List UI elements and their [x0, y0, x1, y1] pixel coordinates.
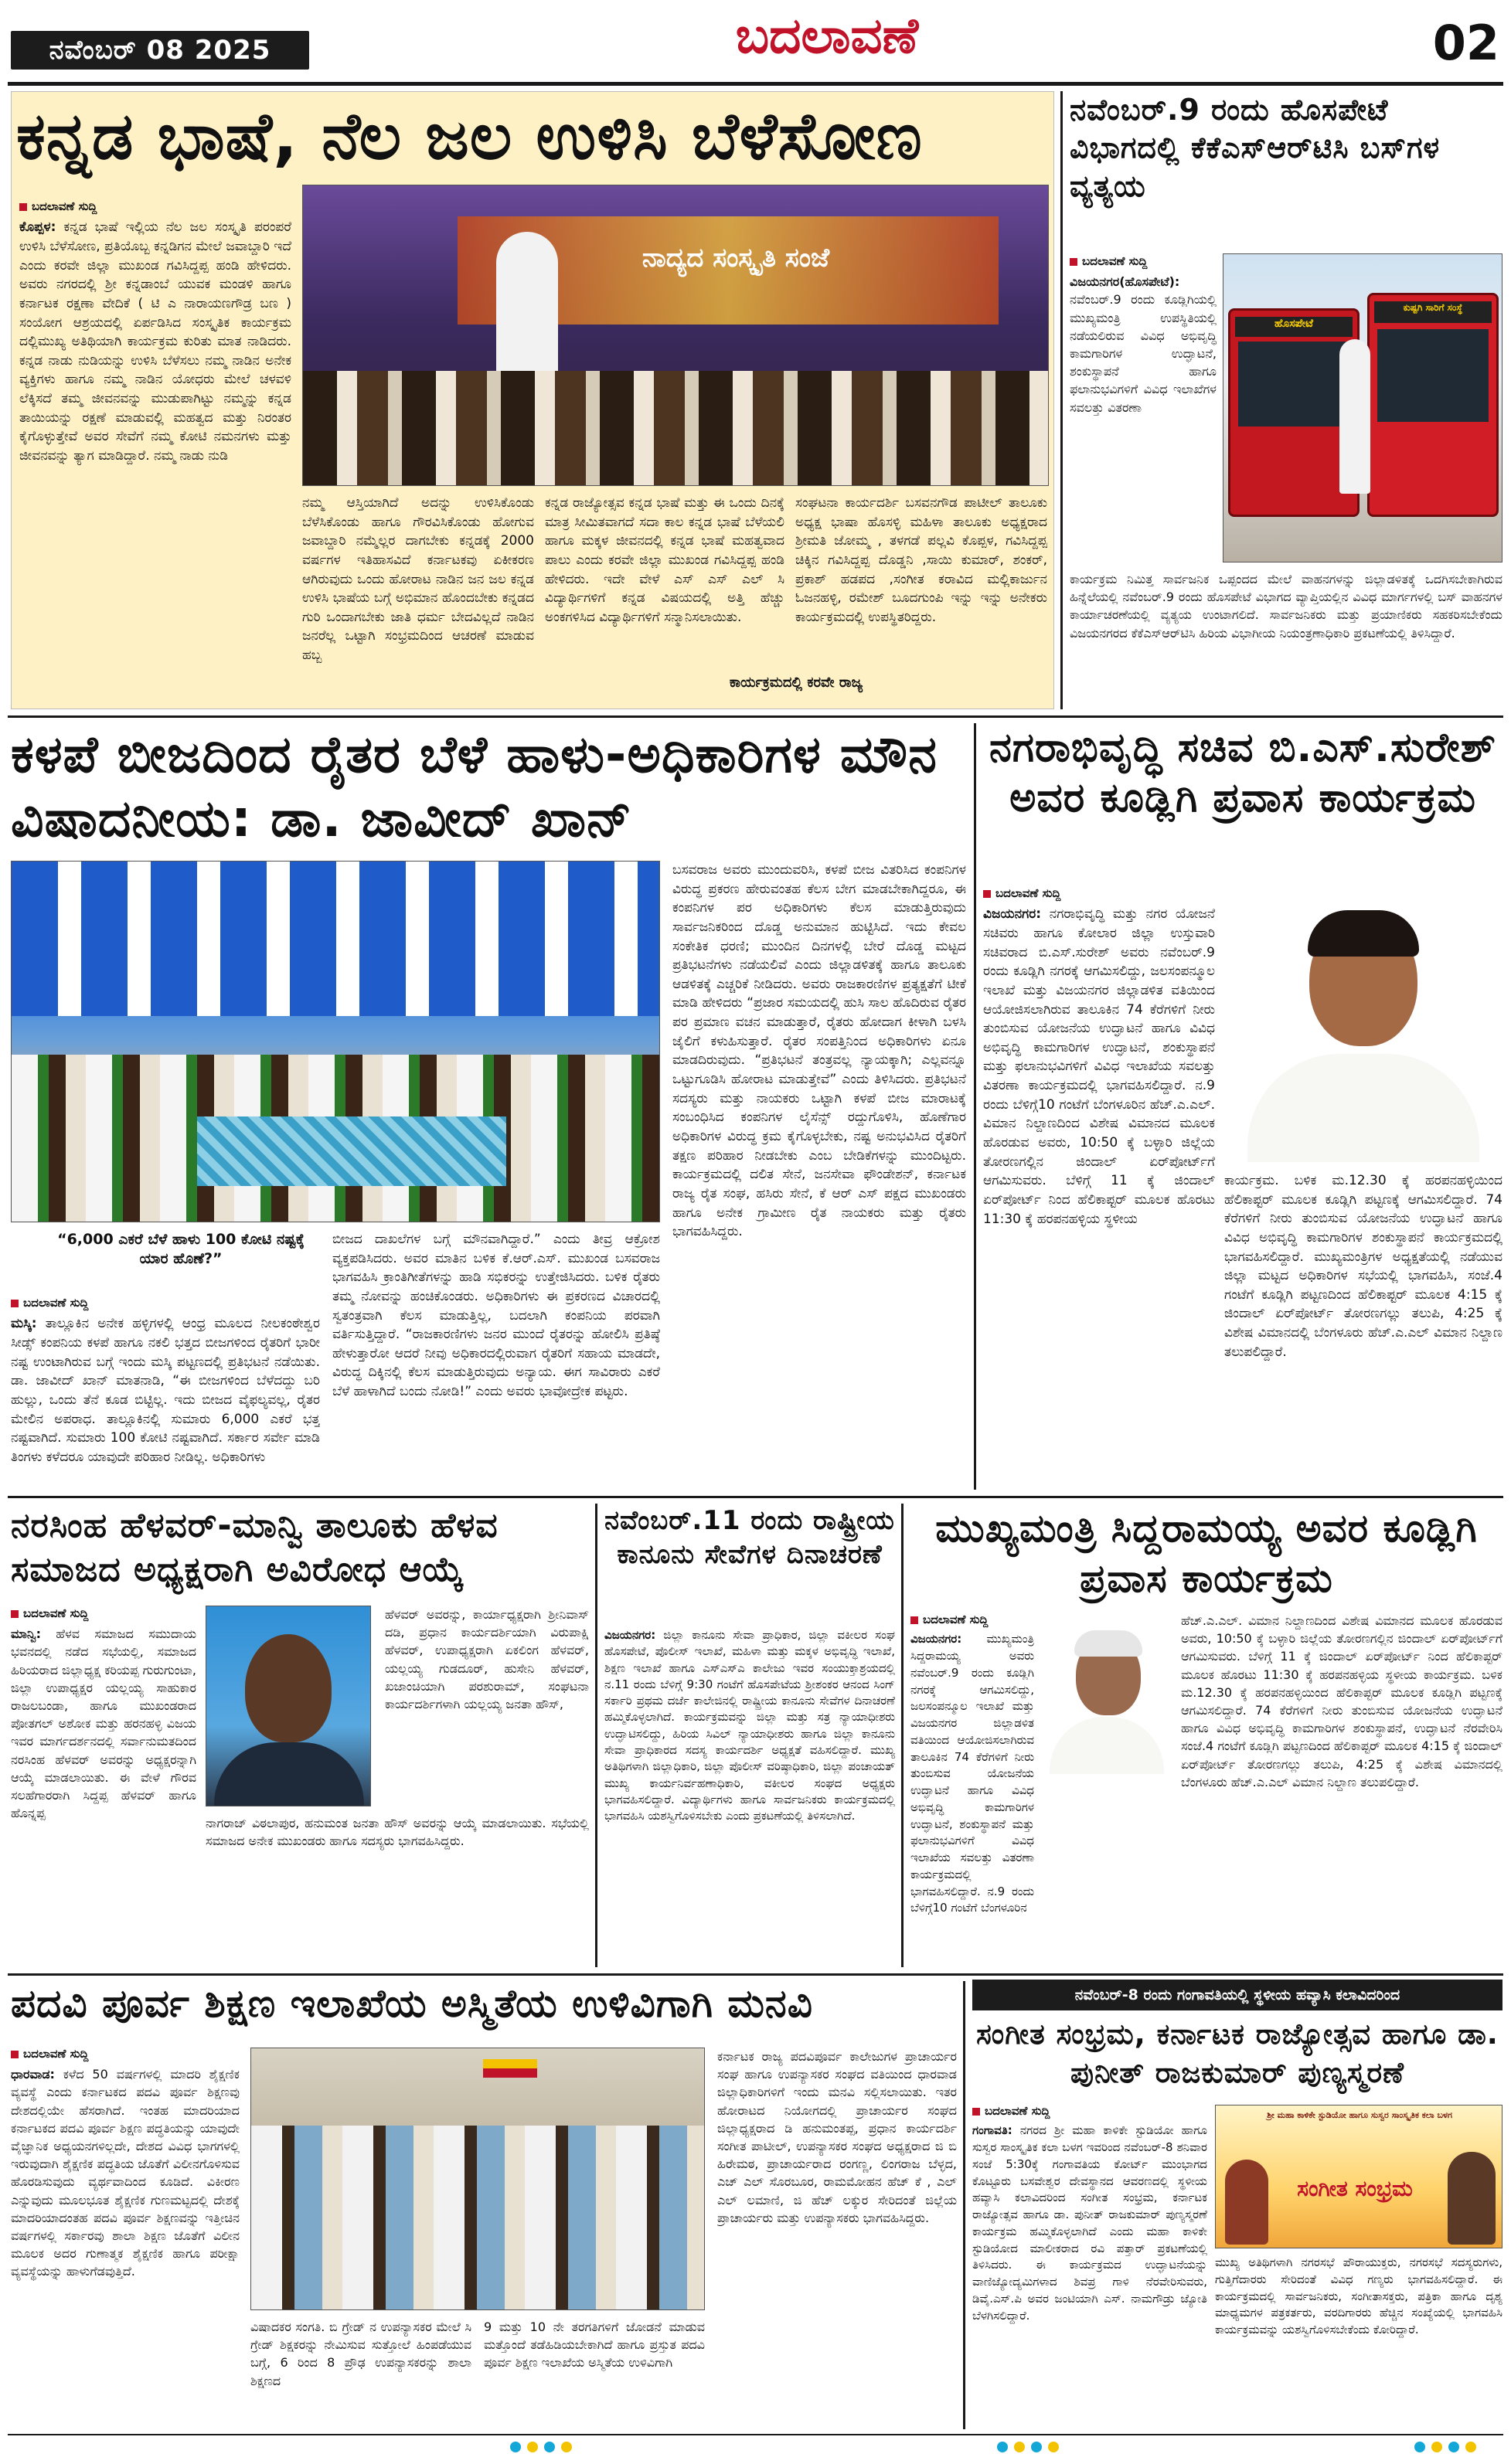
article-body: ಹೆಳವರ್ ಅವರನ್ನು, ಕಾರ್ಯಾಧ್ಯಕ್ಷರಾಗಿ ಶ್ರೀನಿವಾಸ್ ದಡಿ, ಪ್ರಧಾನ ಕಾರ್ಯದರ್ಶಿಯಾಗಿ ವಿರುಪಾಕ್ಷಿ ಹೆಳವರ್, ಉಪಾಧ್ಯಕ್ಷರಾಗಿ ಏಕಲಿಂಗ ಹೆಳವರ್, ಯಲ್ಲಯ್ಯ ಗುಡದೂರ್, ಹುಸೇನಿ ಹೆಳವರ್, ಖಜಾಂಚಿಯಾಗಿ ಪರಶುರಾಮ್, ಸಂಘಟನಾ ಕಾರ್ಯದರ್ಶಿಗಳಾಗಿ ಯಲ್ಲಯ್ಯ ಜನತಾ ಹೌಸ್, [385, 1607, 589, 1711]
column-rule [963, 1981, 965, 2429]
headline: ಸಂಗೀತ ಸಂಭ್ರಮ, ಕರ್ನಾಟಕ ರಾಜ್ಯೋತ್ಸವ ಹಾಗೂ ಡಾ. ಪುನೀತ್ ರಾಜಕುಮಾರ್ ಪುಣ್ಯಸ್ಮರಣೆ [976, 2017, 1499, 2089]
article-column [1070, 253, 1217, 555]
article-body: ವಿಜಯನಗರ: ಮುಖ್ಯಮಂತ್ರಿ ಸಿದ್ದರಾಮಯ್ಯ ಅವರು ನವೆಂಬರ್.9 ರಂದು ಕೂಡ್ಲಿಗಿ ನಗರಕ್ಕೆ ಆಗಮಿಸಲಿದ್ದು, ಜಲಸಂಪನ್ಮೂಲ ಇಲಾಖೆ ಮತ್ತು ವಿಜಯನಗರ ಜಿಲ್ಲಾಡಳಿತ ವತಿಯಿಂದ ಆಯೋಜಿಸಲಾಗಿರುವ ತಾಲೂಕಿನ 74 ಕೆರೆಗಳಿಗೆ ನೀರು ತುಂಬಿಸುವ ಯೋಜನೆಯ ಉದ್ಘಾಟನೆ ಹಾಗೂ ವಿವಿಧ ಅಭಿವೃದ್ಧಿ ಕಾಮಗಾರಿಗಳ ಉದ್ಘಾಟನೆ, ಶಂಕುಸ್ಥಾಪನೆ ಮತ್ತು ಫಲಾನುಭವಿಗಳಿಗೆ ವಿವಿಧ ಇಲಾಖೆಯ ಸವಲತ್ತು ವಿತರಣಾ ಕಾರ್ಯಕ್ರಮದಲ್ಲಿ ಭಾಗವಹಿಸಲಿದ್ದಾರೆ. ನ.9 ರಂದು ಬೆಳಿಗ್ಗೆ10 ಗಂಟೆಗೆ ಬೆಂಗಳೂರಿನ [910, 1632, 1034, 1915]
banner-text: ನಾದ್ಯದ ಸಂಸ್ಕೃತಿ ಸಂಜೆ [641, 243, 830, 274]
article-column [11, 1606, 196, 1967]
column-rule [901, 1504, 904, 1967]
byline: ಬದಲಾವಣೆ ಸುದ್ದಿ [1070, 253, 1217, 270]
pedestrian-figure [1339, 339, 1370, 494]
dot-icon [1014, 2442, 1025, 2452]
article-body: ಕಾರ್ಯಕ್ರಮ ನಿಮಿತ್ತ ಸಾರ್ವಜನಿಕ ಒಪ್ಪಂದದ ಮೇಲೆ ವಾಹನಗಳನ್ನು ಜಿಲ್ಲಾಡಳಿತಕ್ಕೆ ಒದಗಿಸಬೇಕಾಗಿರುವ ಹಿನ್ನೆಲೆಯಲ್ಲಿ ನವೆಂಬರ್.9 ರಂದು ಹೊಸಪೇಟೆ ವಿಭಾಗದ ವ್ಯಾಪ್ತಿಯಲ್ಲಿನ ವಿವಿಧ ಮಾರ್ಗಗಳಲ್ಲಿ ಬಸ್ ವಾಹನಗಳ ಕಾರ್ಯಾಚರಣೆಯಲ್ಲಿ ವ್ಯತ್ಯಯ ಉಂಟಾಗಲಿದೆ. ಸಾರ್ವಜನಿಕರು ಮತ್ತು ಪ್ರಯಾಣಿಕರು ಸಹಕರಿಸಬೇಕೆಂದು ವಿಜಯನಗರದ ಕೆಕೆಎಸ್‌ಆರ್‌ಟಿಸಿ ಹಿರಿಯ ವಿಭಾಗೀಯ ನಿಯಂತ್ರಣಾಧಿಕಾರಿ ಪ್ರಕಟಣೆಯಲ್ಲಿ ತಿಳಿಸಿದ್ದಾರೆ. [1070, 572, 1502, 641]
portrait-photo [206, 1606, 371, 1806]
article-body: ಕೊಪ್ಪಳ: ಕನ್ನಡ ಭಾಷೆ ಇಲ್ಲಿಯ ನೆಲ ಜಲ ಸಂಸ್ಕೃತಿ ಪರಂಪರೆ ಉಳಿಸಿ ಬೆಳೆಸೋಣ, ಪ್ರತಿಯೊಬ್ಬ ಕನ್ನಡಿಗನ ಮೇಲೆ ಜವಾಬ್ದಾರಿ ಇದೆ ಎಂದು ಕರವೇ ಜಿಲ್ಲಾ ಮುಖಂಡ ಗವಿಸಿದ್ದಪ್ಪ ಹಂಡಿ ಹೇಳಿದರು. ಅವರು ನಗರದಲ್ಲಿ ಶ್ರೀ ಕನ್ನಡಾಂಬೆ ಯುವಕ ಮಂಡಳಿ ಹಾಗೂ ಕರ್ನಾಟಕ ರಕ್ಷಣಾ ವೇದಿಕೆ ( ಟಿ ಎ ನಾರಾಯಣಗೌಡ್ರ ಬಣ ) ಸಂಯೋಗ ಆಶ್ರಯದಲ್ಲಿ ಏರ್ಪಡಿಸಿದ ಸಂಸ್ಕೃತಿಕ ಕಾರ್ಯಕ್ರಮ ದಲ್ಲಿಮುಖ್ಯ ಅತಿಥಿಯಾಗಿ ಕಾರ್ಯಕ್ರಮ ಕುರಿತು ಮಾತ ನಾಡಿದರು. ಕನ್ನಡ ನಾಡು ನುಡಿಯನ್ನು ಉಳಿಸಿ ಬೆಳೆಸಲು ನಮ್ಮ ನಾಡಿನ ಅನೇಕ ವ್ಯಕ್ತಿಗಳು ಹಾಗೂ ನಮ್ಮ ನಾಡಿನ ಯೋಧರು ಮೇಲೆ ಚಳವಳಿ ಲೆಕ್ಕಿಸದೆ ತಮ್ಮ ಜೀವನವನ್ನು ಮುಡುಪಾಗಿಟ್ಟು ನಮ್ಮನ್ನು ಕನ್ನಡ ತಾಯಿಯನ್ನು ರಕ್ಷಣೆ ಮಾಡುವಲ್ಲಿ ಮಹತ್ವದ ಮತ್ತು ನಿರಂತರ ಕೈಗೊಳ್ಳುತ್ತೇವೆ ಅವರ ಸೇವೆಗೆ ನಮ್ಮ ಕೋಟಿ ನಮನಗಳು ಮತ್ತು ಜೀವನವನ್ನು ತ್ಯಾಗ ಮಾಡಿದ್ದಾರೆ. ನಮ್ಮ ನಾಡು ನುಡಿ [19, 219, 291, 464]
section-rule [8, 1973, 1503, 1976]
article-body: ಬೀಜದ ದಾಖಲೆಗಳ ಬಗ್ಗೆ ಮೌನವಾಗಿದ್ದಾರೆ.” ಎಂದು ತೀವ್ರ ಆಕ್ರೋಶ ವ್ಯಕ್ತಪಡಿಸಿದರು. ಅವರ ಮಾತಿನ ಬಳಿಕ ಕೆ.ಆರ್.ಎಸ್. ಮುಖಂಡ ಬಸವರಾಜ ಭಾಗವಹಿಸಿ ಕ್ರಾಂತಿಗೀತೆಗಳನ್ನು ಹಾಡಿ ಸಭಿಕರನ್ನು ಉತ್ತೇಜಿಸಿದರು. ಬಳಿಕ ರೈತರು ತಮ್ಮ ನೋವನ್ನು ಹಂಚಿಕೊಂಡರು. ಅಧಿಕಾರಿಗಳು ಈ ಪ್ರಕರಣದ ವಿಚಾರದಲ್ಲಿ ಸ್ವತಂತ್ರವಾಗಿ ಕೆಲಸ ಮಾಡುತ್ತಿಲ್ಲ, ಬದಲಾಗಿ ಕಂಪನಿಯ ಪರವಾಗಿ ವರ್ತಿಸುತ್ತಿದ್ದಾರೆ. “ರಾಜಕಾರಣಿಗಳು ಜನರ ಮುಂದೆ ರೈತರನ್ನು ಹೋಲಿಸಿ ಪ್ರತಿಷ್ಠೆ ಹೇಳುತ್ತಾರೋ ಆದರೆ ನೀವು ಅಧಿಕಾರದಲ್ಲಿರುವಾಗ ರೈತರಿಗೆ ಸಹಾಯ ಮಾಡದೇ, ವಿರುದ್ಧ ದಿಕ್ಕಿನಲ್ಲಿ ಕೆಲಸ ಮಾಡುತ್ತಿರುವುದು ಅನ್ಯಾಯ. ಈಗ ಸಾವಿರಾರು ಎಕರೆ ಬೆಳೆ ಹಾಳಾಗಿದೆ ಬಂದು ನೋಡಿ!” ಎಂದು ಅವರು ಭಾವೋದ್ರೇಕ ಪಟ್ಟರು. [332, 1232, 660, 1400]
dot-icon [527, 2442, 538, 2452]
portrait-shirt [214, 1742, 364, 1806]
article-cm-siddaramaiah [910, 1504, 1502, 1967]
article-pu-education [11, 1981, 957, 2429]
article-column [972, 2103, 1207, 2428]
dot-icon [1048, 2442, 1059, 2452]
group-of-people [251, 2126, 705, 2310]
dot-icon [1414, 2442, 1425, 2452]
bus-photo [1223, 253, 1502, 562]
bus-windshield [1377, 329, 1489, 422]
footer-rule [8, 2434, 1503, 2435]
bus-right [1367, 293, 1499, 517]
poster-portrait [1448, 2152, 1496, 2245]
protest-photo [11, 861, 660, 1222]
headline: ಪದವಿ ಪೂರ್ವ ಶಿಕ್ಷಣ ಇಲಾಖೆಯ ಅಸ್ಮಿತೆಯ ಉಳಿವಿಗಾಗಿ ಮನವಿ [11, 1981, 813, 2026]
article-footer-line: ಕಾರ್ಯಕ್ರಮದಲ್ಲಿ ಕರವೇ ರಾಜ್ಯ [729, 675, 863, 691]
headline: ಕನ್ನಡ ಭಾಷೆ, ನೆಲ ಜಲ ಉಳಿಸಿ ಬೆಳೆಸೋಣ [16, 98, 923, 174]
photo-caption: “6,000 ಎಕರೆ ಬೆಳೆ ಹಾಳು 100 ಕೋಟಿ ನಷ್ಟಕ್ಕೆ ಯಾರ ಹೊಣೆ?” [57, 1231, 305, 1267]
byline-square-icon [11, 1300, 19, 1307]
article-body: ಬಸವರಾಜ ಅವರು ಮುಂದುವರಿಸಿ, ಕಳಪೆ ಬೀಜ ವಿತರಿಸಿದ ಕಂಪನಿಗಳ ವಿರುದ್ಧ ಪ್ರಕರಣ ಹೇರುವಂತಹ ಕೆಲಸ ಬೇಗ ಮಾಡಬೇಕಾಗಿದ್ದರೂ, ಈ ಕಂಪನಿಗಳ ಪರ ಅಧಿಕಾರಿಗಳು ಕೆಲಸ ಮಾಡುತ್ತಿರುವುದು ಸಾರ್ವಜನಿಕರಿಂದ ದೊಡ್ಡ ಅನುಮಾನ ಹುಟ್ಟಿಸಿದೆ. ಇದು ಕೇವಲ ಸಂಕೇತಿಕ ಧರಣಿ; ಮುಂದಿನ ದಿನಗಳಲ್ಲಿ ಬೇರೆ ದೊಡ್ಡ ಮಟ್ಟದ ಪ್ರತಿಭಟನೆಗಳು ನಡೆಯಲಿವೆ ಎಂದು ಜಿಲ್ಲಾಡಳಿತಕ್ಕೆ ಹಾಗೂ ತಾಲೂಕು ಆಡಳಿತಕ್ಕೆ ಎಚ್ಚರಿಕೆ ನೀಡಿದರು. ಅವರು ರಾಜಕಾರಣಿಗಳ ಪ್ರತ್ಯಕ್ಷತೆಗೆ ಟೀಕೆ ಮಾಡಿ ಹೇಳಿದರು “ಪ್ರಜಾರ ಸಮಯದಲ್ಲಿ ಹುಸಿ ಸಾಲ ಹೊದಿರುವ ರೈತರ ಪರ ಪ್ರಮಾಣ ವಚನ ಮಾಡುತ್ತಾರೆ, ರೈತರು ಹೋದಾಗ ಕೀಳಾಗಿ ಬಳಸಿ ಜೈಲಿಗೆ ಕಳುಹಿಸುತ್ತಾರೆ. ರೈತರ ಸಂಪತ್ತಿನಿಂದ ಅಧಿಕಾರಿಗಳು ಏನೂ ಮಾಡದಿರುವುದು. “ಪ್ರತಿಭಟನೆ ತಂತ್ರವಲ್ಲ ನ್ಯಾಯಕ್ಕಾಗಿ; ಎಲ್ಲವನ್ನೂ ಒಟ್ಟುಗೂಡಿಸಿ ಹೋರಾಟ ಮಾಡುತ್ತೇವೆ” ಎಂದು ತಿಳಿಸಿದರು. ಪ್ರತಿಭಟನೆ ಸದಸ್ಯರು ಮತ್ತು ನಾಯಕರು ಒಟ್ಟಾಗಿ ಕಳಪೆ ಬೀಜ ಮಾರಾಟಕ್ಕೆ ಸಂಬಂಧಿಸಿದ ಕಂಪನಿಗಳ ಲೈಸೆನ್ಸ್ ರದ್ದುಗೊಳಿಸಿ, ಹೊಣೆಗಾರ ಅಧಿಕಾರಿಗಳ ವಿರುದ್ಧ ಕ್ರಮ ಕೈಗೊಳ್ಳಬೇಕು, ನಷ್ಟ ಅನುಭವಿಸಿದ ರೈತರಿಗೆ ತಕ್ಷಣ ಪರಿಹಾರ ನೀಡಬೇಕು ಎಂಬ ಬೇಡಿಕೆಗಳನ್ನು ಮುಂದಿಟ್ಟರು. ಕಾರ್ಯಕ್ರಮದಲ್ಲಿ ದಲಿತ ಸೇನೆ, ಜನಸೇವಾ ಫೌಂಡೇಶನ್, ಕರ್ನಾಟಕ ರಾಜ್ಯ ರೈತ ಸಂಘ, ಹಸಿರು ಸೇನೆ, ಕೆ ಆರ್ ಎಸ್ ಪಕ್ಷದ ಮುಖಂಡರು ಹಾಗೂ ಅನೇಕ ಗ್ರಾಮೀಣ ರೈತ ನಾಯಕರು ಮತ್ತು ರೈತರು ಭಾಗವಹಿಸಿದ್ದರು. [672, 862, 966, 1240]
poster-title: ಸಂಗೀತ ಸಂಭ್ರಮ [1297, 2176, 1413, 2201]
crowd-row [303, 371, 1049, 486]
minister-portrait [1224, 892, 1502, 1162]
dot-icon [1431, 2442, 1442, 2452]
article-seed-protest [11, 723, 966, 1490]
headline: ನವೆಂಬರ್.9 ರಂದು ಹೊಸಪೇಟೆ ವಿಭಾಗದಲ್ಲಿ ಕೆಕೆಎಸ್‌ಆರ್‌ಟಿಸಿ ಬಸ್‌ಗಳ ವ್ಯತ್ಯಯ [1070, 93, 1441, 203]
event-photo [302, 185, 1049, 486]
byline-square-icon [983, 890, 991, 898]
article-body: ವಿಷಾದಕರ ಸಂಗತಿ. ಬಿ ಗ್ರೇಡ್ ನ ಉಪನ್ಯಾಸಕರ ಮೇಲೆ ಸಿ ಗ್ರೇಡ್ ಶಿಕ್ಷಕರನ್ನು ನೇಮಿಸುವ ಸುತ್ತೋಲೆ ಹಿಂಪಡೆಯುವ ಬಗ್ಗೆ, 6 ರಿಂದ 8 ಪ್ರೌಢ ಉಪನ್ಯಾಸಕರನ್ನು ಶಾಲಾ ಶಿಕ್ಷಣದ [250, 2320, 471, 2388]
article-column [19, 199, 291, 508]
headline: ಮುಖ್ಯಮಂತ್ರಿ ಸಿದ್ದರಾಮಯ್ಯ ಅವರ ಕೂಡ್ಲಿಗಿ ಪ್ರವಾಸ ಕಾರ್ಯಕ್ರಮ [935, 1506, 1478, 1601]
article-body: 9 ಮತ್ತು 10 ನೇ ತರಗತಿಗಳಿಗೆ ಜೋಡನೆ ಮಾಡುವ ಮತ್ತೊಂದೆ ತಡೆಹಿಡಿಯಬೇಕಾಗಿದೆ ಹಾಗೂ ಪ್ರಸ್ತುತ ಪದವಿ ಪೂರ್ವ ಶಿಕ್ಷಣ ಇಲಾಖೆಯ ಅಸ್ಮಿತೆಯ ಉಳಿವಿಗಾಗಿ [484, 2320, 705, 2371]
byline-square-icon [972, 2108, 980, 2116]
article-legal-services-day [604, 1504, 895, 1967]
footer-dots-left [510, 2442, 572, 2452]
byline-square-icon [11, 2051, 19, 2058]
date-band [11, 31, 309, 70]
byline: ಬದಲಾವಣೆ ಸುದ್ದಿ [11, 2046, 240, 2062]
dot-icon [997, 2442, 1008, 2452]
dot-icon [561, 2442, 572, 2452]
article-column [910, 1612, 1034, 1967]
headline: ನವೆಂಬರ್.11 ರಂದು ರಾಷ್ಟ್ರೀಯ ಕಾನೂನು ಸೇವೆಗಳ ದಿನಾಚರಣೆ [604, 1505, 895, 1571]
poster-singer [1225, 2160, 1268, 2245]
article-column [795, 494, 1047, 668]
article-column [983, 885, 1215, 1490]
section-rule [8, 1496, 1503, 1498]
article-narasimha-helavar [11, 1504, 589, 1967]
kicker-band [972, 1980, 1502, 2010]
masthead-rule [8, 82, 1503, 86]
page-number: 02 [1432, 15, 1499, 71]
byline-square-icon [19, 203, 27, 211]
portrait-shirt [1050, 1717, 1164, 1774]
kicker-text: ನವೆಂಬರ್-8 ರಂದು ಗಂಗಾವತಿಯಲ್ಲಿ ಸ್ಥಳೀಯ ಹವ್ಯಾಸಿ ಕಲಾವಿದರಿಂದ [1074, 1986, 1400, 2003]
issue-date: ನವೆಂಬರ್ 08 2025 [49, 34, 271, 66]
article-body: ಧಾರವಾಡ: ಕಳೆದ 50 ವರ್ಷಗಳಲ್ಲಿ ಮಾದರಿ ಶೈಕ್ಷಣಿಕ ವ್ಯವಸ್ಥೆ ಎಂದು ಕರ್ನಾಟಕದ ಪದವಿ ಪೂರ್ವ ಶಿಕ್ಷಣವು ದೇಶದಲ್ಲಿಯೇ ಹೆಸರಾಗಿದೆ. ಇಂತಹ ಮಾದರಿಯಾದ ಕರ್ನಾಟಕದ ಪದವಿ ಪೂರ್ವ ಶಿಕ್ಷಣ ಪದ್ಧತಿಯನ್ನು ಯಾವುದೇ ವೈಜ್ಞಾನಿಕ ಅಧ್ಯಯನಗಳಿಲ್ಲದೇ, ದೇಶದ ವಿವಿಧ ಭಾಗಗಳಲ್ಲಿ ಇರುವುದಾಗಿ ಶೈಕ್ಷಣಿಕ ಪದ್ಧತಿಯ ಜೊತೆಗೆ ವಿಲೀನಗೊಳಿಸುವ ಹೊರಡಿಸುವುದು ವ್ಯರ್ಥವಾದಿಂದ ಕೂಡಿದೆ. ವಿಕೀರಣ ಎನ್ನುವುದು ಮೂಲಭೂತ ಶೈಕ್ಷಣಿಕ ಗುಣಮಟ್ಟದಲ್ಲಿ ದೇಶಕ್ಕೆ ಮಾದರಿಯಾದಂತಹ ಪದವಿ ಪೂರ್ವ ಶಿಕ್ಷಣವನ್ನು ಇತ್ತೀಚಿನ ವರ್ಷಗಳಲ್ಲಿ ಸರ್ಕಾರವು ಶಾಲಾ ಶಿಕ್ಷಣ ಜೊತೆಗೆ ವಿಲೀನ ಮೂಲಕ ಅದರ ಗುಣಾತ್ಮಕ ಶೈಕ್ಷಣಿಕ ಹಾಗೂ ಪರೀಕ್ಷಾ ವ್ಯವಸ್ಥೆಯನ್ನು ಹಾಳುಗೆಡವುತ್ತಿದೆ. [11, 2067, 240, 2279]
byline-square-icon [910, 1616, 918, 1624]
headline: ಕಳಪೆ ಬೀಜದಿಂದ ರೈತರ ಬೆಳೆ ಹಾಳು-ಅಧಿಕಾರಿಗಳ ಮೌನ ವಿಷಾದನೀಯ: ಡಾ. ಜಾವೀದ್ ಖಾನ್ [11, 725, 938, 848]
bus-destination-board: ಕುಷ್ಟಗಿ ಸಾರಿಗೆ ಸಂಸ್ಥೆ [1374, 301, 1492, 323]
byline-square-icon [1070, 258, 1077, 266]
dot-icon [510, 2442, 521, 2452]
article-body: ವಿಜಯನಗರ: ನಗರಾಭಿವೃದ್ಧಿ ಮತ್ತು ನಗರ ಯೋಜನೆ ಸಚಿವರು ಹಾಗೂ ಕೋಲಾರ ಜಿಲ್ಲಾ ಉಸ್ತುವಾರಿ ಸಚಿವರಾದ ಬಿ.ಎಸ್.ಸುರೇಶ್ ಅವರು ನವೆಂಬರ್.9 ರಂದು ಕೂಡ್ಲಿಗಿ ನಗರಕ್ಕೆ ಆಗಮಿಸಲಿದ್ದು, ಜಲಸಂಪನ್ಮೂಲ ಇಲಾಖೆ ಮತ್ತು ವಿಜಯನಗರ ಜಿಲ್ಲಾಡಳಿತ ವತಿಯಿಂದ ಆಯೋಜಿಸಲಾಗಿರುವ ತಾಲೂಕಿನ 74 ಕೆರೆಗಳಿಗೆ ನೀರು ತುಂಬಿಸುವ ಯೋಜನೆಯ ಉದ್ಘಾಟನೆ ಹಾಗೂ ವಿವಿಧ ಅಭಿವೃದ್ಧಿ ಕಾಮಗಾರಿಗಳ ಉದ್ಘಾಟನೆ, ಶಂಕುಸ್ಥಾಪನೆ ಮತ್ತು ಫಲಾನುಭವಿಗಳಿಗೆ ವಿವಿಧ ಇಲಾಖೆಯ ಸವಲತ್ತು ವಿತರಣಾ ಕಾರ್ಯಕ್ರಮದಲ್ಲಿ ಭಾಗವಹಿಸಲಿದ್ದಾರೆ. ನ.9 ರಂದು ಬೆಳಿಗ್ಗೆ10 ಗಂಟೆಗೆ ಬೆಂಗಳೂರಿನ ಹೆಚ್.ಎ.ಎಲ್. ವಿಮಾನ ನಿಲ್ದಾಣದಿಂದ ವಿಶೇಷ ವಿಮಾನದ ಮೂಲಕ ಹೊರಡುವ ಅವರು, 10:50 ಕ್ಕೆ ಬಳ್ಳಾರಿ ಜಿಲ್ಲೆಯ ತೋರಣಗಲ್ಲಿನ ಜಿಂದಾಲ್ ಏರ್‌ಪೋರ್ಟ್‌ಗೆ ಆಗಮಿಸುವರು. ಬೆಳಿಗ್ಗೆ 11 ಕ್ಕೆ ಜಿಂದಾಲ್ ಏರ್‌ಪೋರ್ಟ್ ನಿಂದ ಹೆಲಿಕಾಪ್ಟರ್ ಮೂಲಕ ಹೊರಟು 11:30 ಕ್ಕೆ ಹರಪನಹಳ್ಳಿಯ ಸ್ಥಳೀಯ [983, 906, 1215, 1227]
dot-icon [544, 2442, 555, 2452]
byline: ಬದಲಾವಣೆ ಸುದ್ದಿ [11, 1295, 320, 1311]
byline: ಬದಲಾವಣೆ ಸುದ್ದಿ [972, 2103, 1207, 2119]
dot-icon [1465, 2442, 1476, 2452]
article-column [545, 494, 784, 668]
article-body: ಕನ್ನಡ ರಾಜ್ಯೋತ್ಸವ ಕನ್ನಡ ಭಾಷೆ ಮತ್ತು ಈ ಒಂದು ದಿನಕ್ಕೆ ಮಾತ್ರ ಸೀಮಿತವಾಗದೆ ಸದಾ ಕಾಲ ಕನ್ನಡ ಭಾಷೆ ಬೆಳೆಯಲಿ ಹಾಗೂ ಮಕ್ಕಳ ಜೀವನದಲ್ಲಿ ಕನ್ನಡ ಭಾಷೆ ಮಹತ್ವವಾದ ಪಾಲು ಎಂದು ಕರವೇ ಜಿಲ್ಲಾ ಮುಖಂಡ ಗವಿಸಿದ್ದಪ್ಪ ಹಂಡಿ ಹೇಳಿದರು. ಇದೇ ವೇಳೆ ಎಸ್ ಎಸ್ ಎಲ್ ಸಿ ವಿದ್ಯಾರ್ಥಿಗಳಿಗೆ ಕನ್ನಡ ವಿಷಯದಲ್ಲಿ ಅತ್ತಿ ಹೆಚ್ಚು ಅಂಕಗಳಿಸಿದ ವಿದ್ಯಾರ್ಥಿಗಳಿಗೆ ಸನ್ಮಾನಿಸಲಾಯಿತು. [545, 495, 784, 625]
article-body: ಕರ್ನಾಟಕ ರಾಜ್ಯ ಪದವಿಪೂರ್ವ ಕಾಲೇಜುಗಳ ಪ್ರಾಚಾರ್ಯರ ಸಂಘ ಹಾಗೂ ಉಪನ್ಯಾಸಕರ ಸಂಘದ ವತಿಯಿಂದ ಧಾರವಾಡ ಜಿಲ್ಲಾಧಿಕಾರಿಗಳಿಗೆ ಇಂದು ಮನವಿ ಸಲ್ಲಿಸಲಾಯಿತು. ಇತರ ಹೋರಾಟದ ನಿಯೋಗದಲ್ಲಿ ಪ್ರಾಚಾರ್ಯರ ಸಂಘದ ಜಿಲ್ಲಾಧ್ಯಕ್ಷರಾದ ಡಿ ಹನುಮಂತಪ್ಪ, ಪ್ರಧಾನ ಕಾರ್ಯದರ್ಶಿ ಸಂಗೀತ ಪಾಟೀಲ್, ಉಪನ್ಯಾಸಕರ ಸಂಘದ ಅಧ್ಯಕ್ಷರಾದ ಜಿ ಬಿ ಹಿರೇಮಠ, ಪ್ರಾಚಾರ್ಯರಾದ ರಂಗಣ್ಣ, ಲಿಂಗರಾಜ ಬೆಳ್ಳದ, ಎಚ್ ಎಲ್ ಸೊರಬೂರ, ರಾಮಮೋಹನ ಹೆಚ್ ಕೆ , ಎಲ್ ಎಲ್ ಲಮಾಣಿ, ಜಿ ಹೆಚ್ ಲಕ್ಕುರ ಸೇರಿದಂತೆ ಜಿಲ್ಲೆಯ ಪ್ರಾಚಾರ್ಯರು ಮತ್ತು ಉಪನ್ಯಾಸಕರು ಭಾಗವಹಿಸಿದ್ದರು. [717, 2049, 957, 2225]
portrait-hair [1074, 1630, 1142, 1657]
article-column [11, 2046, 240, 2429]
article-kannada-rajyotsava [11, 91, 1054, 709]
article-body: ಮುಖ್ಯ ಅತಿಥಿಗಳಾಗಿ ನಗರಸಭೆ ಪೌರಾಯುಕ್ತರು, ನಗರಸಭೆ ಸದಸ್ಯರುಗಳು, ಗುತ್ತಿಗೆದಾರರು ಸೇರಿದಂತೆ ವಿವಿಧ ಗಣ್ಯರು ಭಾಗವಹಿಸಲಿದ್ದಾರೆ. ಈ ಕಾರ್ಯಕ್ರಮದಲ್ಲಿ ಸಾರ್ವಜನಿಕರು, ಸಂಗೀತಾಸಕ್ತರು, ಪತ್ರಿಕಾ ಹಾಗೂ ದೃಶ್ಯ ಮಾಧ್ಯಮಗಳ ಪತ್ರಕರ್ತರು, ವರದಿಗಾರರು ಹೆಚ್ಚಿನ ಸಂಖ್ಯೆಯಲ್ಲಿ ಭಾಗವಹಿಸಿ ಕಾರ್ಯಕ್ರಮವನ್ನು ಯಶಸ್ವಿಗೊಳಿಸಬೇಕೆಂದು ಕೋರಿದ್ದಾರೆ. [1215, 2255, 1502, 2337]
article-body: ಕಾರ್ಯಕ್ರಮ. ಬಳಿಕ ಮ.12.30 ಕ್ಕೆ ಹರಪನಹಳ್ಳಿಯಿಂದ ಹೆಲಿಕಾಪ್ಟರ್ ಮೂಲಕ ಕೂಡ್ಲಿಗಿ ಪಟ್ಟಣಕ್ಕೆ ಆಗಮಿಸಲಿದ್ದಾರೆ. 74 ಕೆರೆಗಳಿಗೆ ನೀರು ತುಂಬಿಸುವ ಯೋಜನೆಯ ಉದ್ಘಾಟನೆ ಹಾಗೂ ವಿವಿಧ ಅಭಿವೃದ್ಧಿ ಕಾಮಗಾರಿಗಳ ಶಂಕುಸ್ಥಾಪನೆ ಕಾರ್ಯಕ್ರಮದಲ್ಲಿ ಭಾಗವಹಿಸಲಿದ್ದಾರೆ. ಮುಖ್ಯಮಂತ್ರಿಗಳ ಅಧ್ಯಕ್ಷತೆಯಲ್ಲಿ ನಡೆಯುವ ಜಿಲ್ಲಾ ಮಟ್ಟದ ಅಧಿಕಾರಿಗಳ ಸಭೆಯಲ್ಲಿ ಭಾಗವಹಿಸಿ, ಸಂಜೆ.4 ಗಂಟೆಗೆ ಕೂಡ್ಲಿಗಿ ಪಟ್ಟಣದಿಂದ ಹೆಲಿಕಾಪ್ಟರ್ ಮೂಲಕ 4:15 ಕ್ಕೆ ಜಿಂದಾಲ್ ಏರ್‌ಪೋರ್ಟ್ ತೋರಣಗಲ್ಲು ತಲುಪಿ, 4:25 ಕ್ಕೆ ವಿಶೇಷ ವಿಮಾನದಲ್ಲಿ ಬೆಂಗಳೂರು ಹೆಚ್.ಎ.ಎಲ್ ವಿಮಾನ ನಿಲ್ದಾಣ ತಲುಪಲಿದ್ದಾರೆ. [1224, 1173, 1502, 1360]
article-body: ವಿಜಯನಗರ(ಹೊಸಪೇಟೆ): ನವೆಂಬರ್.9 ರಂದು ಕೂಡ್ಲಿಗಿಯಲ್ಲಿ ಮುಖ್ಯಮಂತ್ರಿ ಉಪಸ್ಥಿತಿಯಲ್ಲಿ ನಡೆಯಲಿರುವ ವಿವಿಧ ಅಭಿವೃದ್ಧಿ ಕಾಮಗಾರಿಗಳ ಉದ್ಘಾಟನೆ, ಶಂಕುಸ್ಥಾಪನೆ ಹಾಗೂ ಫಲಾನುಭವಿಗಳಿಗೆ ವಿವಿಧ ಇಲಾಖೆಗಳ ಸವಲತ್ತು ವಿತರಣಾ [1070, 274, 1217, 415]
byline: ಬದಲಾವಣೆ ಸುದ್ದಿ [983, 885, 1215, 902]
article-body: ಸಂಘಟನಾ ಕಾರ್ಯದರ್ಶಿ ಬಸವನಗೌಡ ಪಾಟೀಲ್ ತಾಲೂಕು ಅಧ್ಯಕ್ಷ ಭಾಷಾ ಹೊಸಳ್ಳಿ ಮಹಿಳಾ ತಾಲೂಕು ಅಧ್ಯಕ್ಷರಾದ ಶ್ರೀಮತಿ ಜೋಮ್ಮ , ತಳಗಡೆ ಪಲ್ಲವಿ ಕೊಪ್ಪಳ, ಗವಿಸಿದ್ದಪ್ಪ ಚಿಕ್ಕಿನ ಗವಿಸಿದ್ದಪ್ಪ ದೊಡ್ಡನಿ ,ಸಾಯಿ ಕುಮಾರ್, ಶಂಕರ್, ಪ್ರಕಾಶ್ ಹಡಪದ ,ಸಂಗೀತ ಕರಾವಿದ ಮಲ್ಲಿಕಾರ್ಜುನ ಓಜನಹಳ್ಳಿ, ರಮೇಶ್ ಬೂದಗುಂಪಿ ಇನ್ನು ಇನ್ನು ಅನೇಕರು ಕಾರ್ಯಕ್ರಮದಲ್ಲಿ ಉಪಸ್ಥಿತರಿದ್ದರು. [795, 495, 1047, 625]
article-body: ನಮ್ಮ ಆಸ್ತಿಯಾಗಿದೆ ಅದನ್ನು ಉಳಿಸಿಕೊಂಡು ಬೆಳೆಸಿಕೊಂಡು ಹಾಗೂ ಗೌರವಿಸಿಕೊಂಡು ಹೋಗುವ ಜವಾಬ್ದಾರಿ ನಮ್ಮೆಲ್ಲರ ದಾಗಬೇಕು ಕನ್ನಡಕ್ಕೆ 2000 ವರ್ಷಗಳ ಇತಿಹಾಸವಿದೆ ಕರ್ನಾಟಕವು ಏಕೀಕರಣ ಆಗಿರುವುದು ಒಂದು ಹೋರಾಟ ನಾಡಿನ ಜನ ಜಲ ಕನ್ನಡ ಉಳಿಸಿ ಭಾಷೆಯ ಬಗ್ಗೆ ಅಭಿಮಾನ ಹೊಂದಬೇಕು ಕನ್ನಡದ ಗುರಿ ಒಂದಾಗಬೇಕು ಜಾತಿ ಧರ್ಮ ಬೇದವಿಲ್ಲದೆ ನಾಡಿನ ಜನರೆಲ್ಲ ಒಟ್ಟಾಗಿ ಸಂಭ್ರಮದಿಂದ ಆಚರಣೆ ಮಾಡುವ ಹಬ್ಬ [302, 495, 534, 664]
portrait-shirt [1247, 1054, 1479, 1162]
article-body: ನಾಗರಾಜ್ ವಿಠಲಾಪುರ, ಹನುಮಂತ ಜನತಾ ಹೌಸ್ ಅವರನ್ನು ಆಯ್ಕೆ ಮಾಡಲಾಯಿತು. ಸಭೆಯಲ್ಲಿ ಸಮಾಜದ ಅನೇಕ ಮುಖಂಡರು ಹಾಗೂ ಸದಸ್ಯರು ಭಾಗವಹಿಸಿದ್ದರು. [206, 1816, 589, 1849]
article-body: ಹೆಚ್.ಎ.ಎಲ್. ವಿಮಾನ ನಿಲ್ದಾಣದಿಂದ ವಿಶೇಷ ವಿಮಾನದ ಮೂಲಕ ಹೊರಡುವ ಅವರು, 10:50 ಕ್ಕೆ ಬಳ್ಳಾರಿ ಜಿಲ್ಲೆಯ ತೋರಣಗಲ್ಲಿನ ಜಿಂದಾಲ್ ಏರ್‌ಪೋರ್ಟ್‌ಗೆ ಆಗಮಿಸುವರು. ಬೆಳಿಗ್ಗೆ 11 ಕ್ಕೆ ಜಿಂದಾಲ್ ಏರ್‌ಪೋರ್ಟ್ ನಿಂದ ಹೆಲಿಕಾಪ್ಟರ್ ಮೂಲಕ ಹೊರಟು 11:30 ಕ್ಕೆ ಹರಪನಹಳ್ಳಿಯ ಸ್ಥಳೀಯ ಕಾರ್ಯಕ್ರಮ. ಬಳಿಕ ಮ.12.30 ಕ್ಕೆ ಹರಪನಹಳ್ಳಿಯಿಂದ ಹೆಲಿಕಾಪ್ಟರ್ ಮೂಲಕ ಕೂಡ್ಲಿಗಿ ಪಟ್ಟಣಕ್ಕೆ ಆಗಮಿಸಲಿದ್ದಾರೆ. 74 ಕೆರೆಗಳಿಗೆ ನೀರು ತುಂಬಿಸುವ ಯೋಜನೆಯ ಉದ್ಘಾಟನೆ ಹಾಗೂ ವಿವಿಧ ಅಭಿವೃದ್ಧಿ ಕಾಮಗಾರಿಗಳ ಶಂಕುಸ್ಥಾಪನೆ, ಉದ್ಘಾಟನೆ ನೆರವೇರಿಸಿ ಸಂಜೆ.4 ಗಂಟೆಗೆ ಕೂಡ್ಲಿಗಿ ಪಟ್ಟಣದಿಂದ ಹೆಲಿಕಾಪ್ಟರ್ ಮೂಲಕ 4:15 ಕ್ಕೆ ಜಿಂದಾಲ್ ಏರ್‌ಪೋರ್ಟ್ ತೋರಣಗಲ್ಲು ತಲುಪಿ, 4:25 ಕ್ಕೆ ವಿಶೇಷ ವಿಮಾನದಲ್ಲಿ ಬೆಂಗಳೂರು ಹೆಚ್.ಎ.ಎಲ್ ವಿಮಾನ ನಿಲ್ದಾಣ ತಲುಪಲಿದ್ದಾರೆ. [1181, 1613, 1502, 1789]
article-column [302, 494, 534, 702]
memorandum-photo [250, 2048, 705, 2310]
byline: ಬದಲಾವಣೆ ಸುದ್ದಿ [19, 199, 291, 215]
article-body: ವಿಜಯನಗರ: ಜಿಲ್ಲಾ ಕಾನೂನು ಸೇವಾ ಪ್ರಾಧಿಕಾರ, ಜಿಲ್ಲಾ ವಕೀಲರ ಸಂಘ ಹೊಸಪೇಟೆ, ಪೊಲೀಸ್ ಇಲಾಖೆ, ಮಹಿಳಾ ಮತ್ತು ಮಕ್ಕಳ ಅಭಿವೃದ್ಧಿ ಇಲಾಖೆ, ಶಿಕ್ಷಣ ಇಲಾಖೆ ಹಾಗೂ ಎಸ್‌ಎಸ್‌ಎ ಕಾಲೇಜು ಇವರ ಸಂಯುಕ್ತಾಶ್ರಯದಲ್ಲಿ ನ.11 ರಂದು ಬೆಳಿಗ್ಗೆ 9:30 ಗಂಟೆಗೆ ಹೊಸಪೇಟೆಯ ಶ್ರೀಶಂಕರ ಆನಂದ ಸಿಂಗ್ ಸರ್ಕಾರಿ ಪ್ರಥಮ ದರ್ಜೆ ಕಾಲೇಜಿನಲ್ಲಿ ರಾಷ್ಟ್ರೀಯ ಕಾನೂನು ಸೇವೆಗಳ ದಿನಾಚರಣೆ ಹಮ್ಮಿಕೊಳ್ಳಲಾಗಿದೆ. ಕಾರ್ಯಕ್ರಮವನ್ನು ಜಿಲ್ಲಾ ಮತ್ತು ಸತ್ರ ನ್ಯಾಯಾಧೀಶರು ಉದ್ಘಾಟಿಸಲಿದ್ದು, ಹಿರಿಯ ಸಿವಿಲ್ ನ್ಯಾಯಾಧೀಶರು ಹಾಗೂ ಜಿಲ್ಲಾ ಕಾನೂನು ಸೇವಾ ಪ್ರಾಧಿಕಾರದ ಸದಸ್ಯ ಕಾರ್ಯದರ್ಶಿ ಅಧ್ಯಕ್ಷತೆ ವಹಿಸಲಿದ್ದಾರೆ. ಮುಖ್ಯ ಅತಿಥಿಗಳಾಗಿ ಜಿಲ್ಲಾಧಿಕಾರಿ, ಜಿಲ್ಲಾ ಪೊಲೀಸ್ ವರಿಷ್ಠಾಧಿಕಾರಿ, ಜಿಲ್ಲಾ ಪಂಚಾಯತ್ ಮುಖ್ಯ ಕಾರ್ಯನಿರ್ವಹಣಾಧಿಕಾರಿ, ವಕೀಲರ ಸಂಘದ ಅಧ್ಯಕ್ಷರು ಭಾಗವಹಿಸಲಿದ್ದಾರೆ. ವಿದ್ಯಾರ್ಥಿಗಳು ಹಾಗೂ ಸಾರ್ವಜನಿಕರು ಕಾರ್ಯಕ್ರಮದಲ್ಲಿ ಭಾಗವಹಿಸಿ ಯಶಸ್ವಿಗೊಳಿಸಬೇಕು ಎಂದು ಪ್ರಕಟಣೆಯಲ್ಲಿ ತಿಳಿಸಲಾಗಿದೆ. [604, 1628, 895, 1823]
footer-dots-center [997, 2442, 1059, 2452]
bus-windshield [1238, 342, 1349, 427]
dot-icon [1031, 2442, 1042, 2452]
stage-curtain [12, 862, 660, 1016]
poster-top-text: ಶ್ರೀ ಮಹಾ ಕಾಳಿಕೇ ಸ್ಟುಡಿಯೋ ಹಾಗೂ ಸುಸ್ವರ ಸಾಂಸ್ಕೃತಿಕ ಕಲಾ ಬಳಗ [1267, 2110, 1452, 2120]
footer-dots-right [1414, 2442, 1476, 2452]
article-column [11, 1295, 320, 1488]
portrait-head [245, 1634, 332, 1742]
article-body: ಮಾನ್ವಿ: ಹೆಳವ ಸಮಾಜದ ಸಮುದಾಯ ಭವನದಲ್ಲಿ ನಡೆದ ಸಭೆಯಲ್ಲಿ, ಸಮಾಜದ ಹಿರಿಯರಾದ ಜಿಲ್ಲಾಧ್ಯಕ್ಷ ಕರಿಯಪ್ಪ ಗುರುಗುಂಟಾ, ಜಿಲ್ಲಾ ಉಪಾಧ್ಯಕ್ಷರ ಯಲ್ಲಯ್ಯ ಸಾಹುಕಾರ ರಾಜಲಬಂಡಾ, ಹಾಗೂ ಮುಖಂಡರಾದ ಪೋತಗಲ್ ಅಶೋಕ ಮತ್ತು ಹರನಹಳ್ಳಿ ವಿಜಯ ಇವರ ಮಾರ್ಗದರ್ಶನದಲ್ಲಿ ಸರ್ವಾನುಮತದಿಂದ ನರಸಿಂಹ ಹೆಳವರ್ ಅವರನ್ನು ಅಧ್ಯಕ್ಷರನ್ನಾಗಿ ಆಯ್ಕೆ ಮಾಡಲಾಯಿತು. ಈ ವೇಳೆ ಗೌರವ ಸಲಹೆಗಾರರಾಗಿ ಸಿದ್ದಪ್ಪ ಹೆಳವರ್ ಹಾಗೂ ಹೊನ್ನಪ್ಪ [11, 1626, 196, 1821]
bus-destination-board: ಹೊಸಪೇಟೆ [1235, 317, 1353, 337]
headline: ನರಸಿಂಹ ಹೆಳವರ್-ಮಾನ್ವಿ ತಾಲೂಕು ಹೆಳವ ಸಮಾಜದ ಅಧ್ಯಕ್ಷರಾಗಿ ಅವಿರೋಧ ಆಯ್ಕೆ [11, 1506, 499, 1590]
byline: ಬದಲಾವಣೆ ಸುದ್ದಿ [11, 1606, 196, 1622]
portrait-hair [1308, 910, 1419, 957]
article-ksrtc-bus [1070, 91, 1502, 709]
column-rule [974, 723, 976, 1490]
article-body: ಗಂಗಾವತಿ: ನಗರದ ಶ್ರೀ ಮಹಾ ಕಾಳಿಕೇ ಸ್ಟುಡಿಯೋ ಹಾಗೂ ಸುಸ್ವರ ಸಾಂಸ್ಕೃತಿಕ ಕಲಾ ಬಳಗ ಇವರಿಂದ ನವೆಂಬರ್-8 ಶನಿವಾರ ಸಂಜೆ 5:30ಕ್ಕೆ ಗಂಗಾವತಿಯ ಕೋರ್ಟ್ ಮುಂಭಾಗದ ಕೊಟ್ಟೂರು ಬಸವೇಶ್ವರ ದೇವಸ್ಥಾನದ ಆವರಣದಲ್ಲಿ ಸ್ಥಳೀಯ ಹವ್ಯಾಸಿ ಕಲಾವಿದರಿಂದ ಸಂಗೀತ ಸಂಭ್ರಮ, ಕರ್ನಾಟಕ ರಾಜ್ಯೋತ್ಸವ ಹಾಗೂ ಡಾ. ಪುನೀತ್ ರಾಜಕುಮಾರ್ ಪುಣ್ಯಸ್ಮರಣೆ ಕಾರ್ಯಕ್ರಮ ಹಮ್ಮಿಕೊಳ್ಳಲಾಗಿದೆ ಎಂದು ಮಹಾ ಕಾಳಿಕೇ ಸ್ಟುಡಿಯೋದ ಮಾಲೀಕರಾದ ರವಿ ಪತ್ತಾರ್ ಪ್ರಕಟಣೆಯಲ್ಲಿ ತಿಳಿಸಿದರು. ಈ ಕಾರ್ಯಕ್ರಮದ ಉದ್ಘಾಟನೆಯನ್ನು ವಾಣಿಜ್ಯೋದ್ಯಮಿಗಳಾದ ಶಿವಪ್ರ ಗಾಳಿ ನೆರವೇರಿಸುವರು, ಡಿವೈ.ಎಸ್.ಪಿ ಅವರ ಜಂಟಿಯಾಗಿ ಎಸ್. ನಾಮಗೌಡ್ರು ಜ್ಯೋತಿ ಬೆಳಗಿಸಲಿದ್ದಾರೆ. [972, 2123, 1207, 2323]
flag-icon [483, 2059, 537, 2078]
event-poster [1215, 2105, 1502, 2248]
dot-icon [1448, 2442, 1459, 2452]
column-rule [1060, 91, 1063, 709]
byline: ಬದಲಾವಣೆ ಸುದ್ದಿ [910, 1612, 1034, 1628]
cm-portrait [1042, 1619, 1172, 1774]
headline: ನಗರಾಭಿವೃದ್ಧಿ ಸಚಿವ ಬಿ.ಎಸ್.ಸುರೇಶ್ ಅವರ ಕೂಡ್ಲಿಗಿ ಪ್ರವಾಸ ಕಾರ್ಯಕ್ರಮ [989, 725, 1496, 821]
byline-square-icon [11, 1610, 19, 1618]
masthead-title: ಬದಲಾವಣೆ [735, 8, 919, 65]
article-body: ಮಸ್ಕಿ: ತಾಲ್ಲೂಕಿನ ಅನೇಕ ಹಳ್ಳಿಗಳಲ್ಲಿ ಆಂಧ್ರ ಮೂಲದ ನೀಲಕಂಠೇಶ್ವರ ಸೀಡ್ಸ್ ಕಂಪನಿಯ ಕಳಪೆ ಹಾಗೂ ನಕಲಿ ಭತ್ತದ ಬೀಜಗಳಿಂದ ರೈತರಿಗೆ ಭಾರೀ ನಷ್ಟ ಉಂಟಾಗಿರುವ ಬಗ್ಗೆ ಇಂದು ಮಸ್ಕಿ ಪಟ್ಟಣದಲ್ಲಿ ಪ್ರತಿಭಟನೆ ನಡೆಯಿತು. ಡಾ. ಜಾವೀದ್ ಖಾನ್ ಮಾತನಾಡಿ, “ಈ ಬೀಜಗಳಿಂದ ಬೆಳೆದದ್ದು ಬರಿ ಹುಲ್ಲು, ಒಂದು ತೆನೆ ಕೂಡ ಬಿಟ್ಟಿಲ್ಲ. ಇದು ಬೀಜದ ವೈಫಲ್ಯವಲ್ಲ, ರೈತರ ಮೇಲಿನ ಅಪರಾಧ. ತಾಲ್ಲೂಕಿನಲ್ಲಿ ಸುಮಾರು 6,000 ಎಕರೆ ಭತ್ತ ನಷ್ಟವಾಗಿದೆ. ಸುಮಾರು 100 ಕೋಟಿ ನಷ್ಟವಾಗಿದೆ. ಸರ್ಕಾರ ಸರ್ವೇ ಮಾಡಿ ತಿಂಗಳು ಕಳೆದರೂ ಯಾವುದೇ ಪರಿಹಾರ ನೀಡಿಲ್ಲ. ಅಧಿಕಾರಿಗಳು [11, 1316, 320, 1465]
section-rule [8, 715, 1503, 718]
floor-mat [197, 1116, 506, 1186]
article-sangeetha-sambhrama [972, 1980, 1502, 2429]
article-minister-suresh [983, 723, 1502, 1490]
column-rule [595, 1504, 597, 1967]
